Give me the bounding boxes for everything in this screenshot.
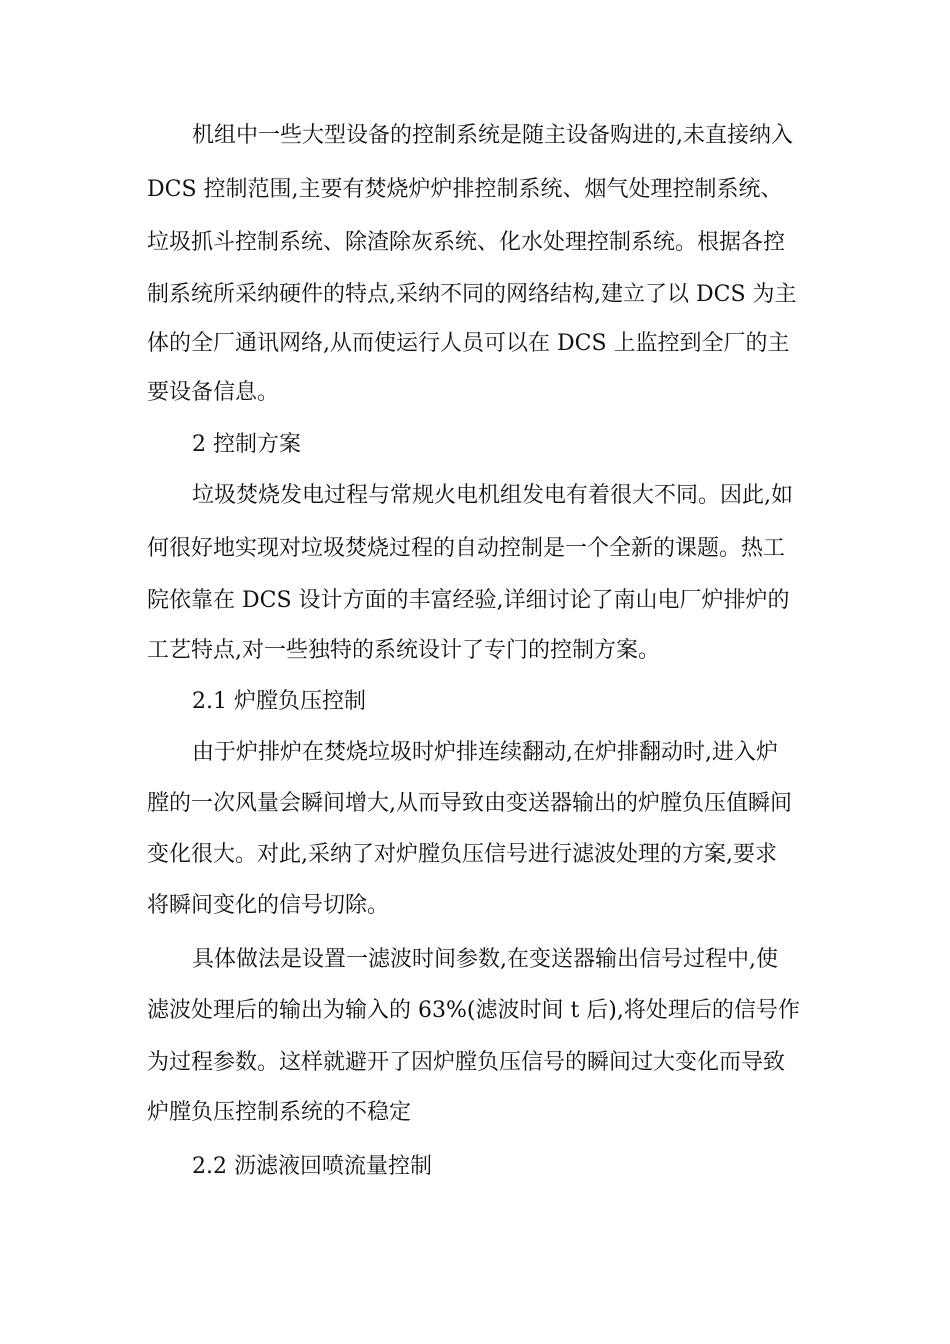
section-heading-2: 2 控制方案	[192, 432, 301, 457]
paragraph-1-line-6: 要设备信息。	[147, 380, 280, 405]
paragraph-1-line-3: 垃圾抓斗控制系统、除渣除灰系统、化水处理控制系统。根据各控	[147, 230, 786, 255]
paragraph-4-line-2: 滤波处理后的输出为输入的 63%(滤波时间 t 后),将处理后的信号作	[147, 998, 800, 1023]
paragraph-1-line-1: 机组中一些大型设备的控制系统是随主设备购进的,未直接纳入	[192, 123, 793, 148]
paragraph-2-line-2: 何很好地实现对垃圾焚烧过程的自动控制是一个全新的课题。热工	[147, 536, 786, 561]
paragraph-1-line-4: 制系统所采纳硬件的特点,采纳不同的网络结构,建立了以 DCS 为主	[147, 282, 797, 307]
paragraph-3-line-1: 由于炉排炉在焚烧垃圾时炉排连续翻动,在炉排翻动时,进入炉	[192, 740, 778, 765]
section-heading-2-2: 2.2 沥滤液回喷流量控制	[192, 1154, 432, 1179]
paragraph-4-line-3: 为过程参数。这样就避开了因炉膛负压信号的瞬间过大变化而导致	[147, 1050, 786, 1075]
paragraph-4-line-4: 炉膛负压控制系统的不稳定	[147, 1100, 412, 1125]
paragraph-1-line-5: 体的全厂通讯网络,从而使运行人员可以在 DCS 上监控到全厂的主	[147, 331, 790, 356]
paragraph-2-line-3: 院依靠在 DCS 设计方面的丰富经验,详细讨论了南山电厂炉排炉的	[147, 588, 790, 613]
section-heading-2-1: 2.1 炉膛负压控制	[192, 689, 366, 714]
paragraph-4-line-1: 具体做法是设置一滤波时间参数,在变送器输出信号过程中,使	[192, 947, 778, 972]
paragraph-2-line-4: 工艺特点,对一些独特的系统设计了专门的控制方案。	[147, 638, 660, 663]
paragraph-3-line-4: 将瞬间变化的信号切除。	[147, 893, 390, 918]
paragraph-3-line-3: 变化很大。对此,采纳了对炉膛负压信号进行滤波处理的方案,要求	[147, 842, 777, 867]
paragraph-2-line-1: 垃圾焚烧发电过程与常规火电机组发电有着很大不同。因此,如	[192, 483, 793, 508]
paragraph-1-line-2: DCS 控制范围,主要有焚烧炉炉排控制系统、烟气处理控制系统、	[147, 177, 783, 202]
paragraph-3-line-2: 膛的一次风量会瞬间增大,从而导致由变送器输出的炉膛负压值瞬间	[147, 791, 792, 816]
